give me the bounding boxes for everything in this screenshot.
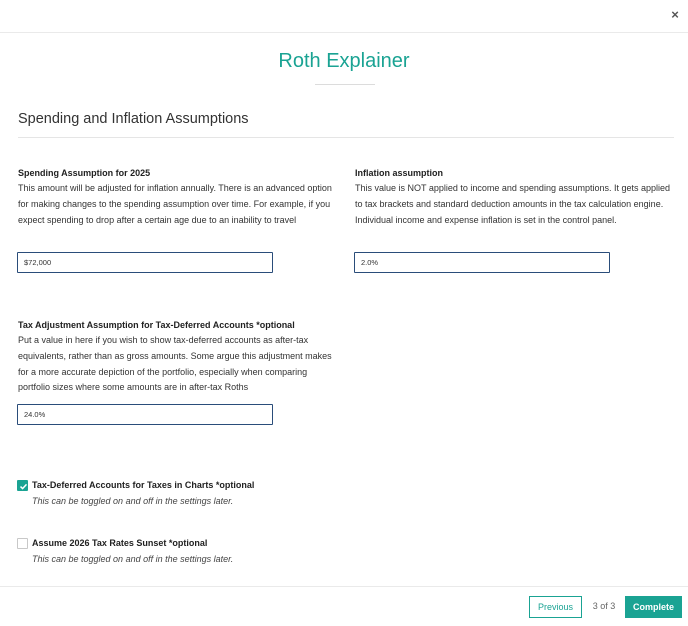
inflation-field-group: [355, 166, 675, 228]
spending-input[interactable]: [17, 252, 273, 273]
tax-deferred-charts-hint: This can be toggled on and off in the settings later.: [32, 496, 234, 506]
tax-deferred-charts-label[interactable]: Tax-Deferred Accounts for Taxes in Charts *optional: [32, 480, 255, 490]
tax-adjustment-label: Tax Adjustment Assumption for Tax-Deferred Accounts *optional: [18, 320, 295, 330]
tax-sunset-option: [17, 537, 317, 569]
tax-adjustment-input[interactable]: [17, 404, 273, 425]
page-indicator: 3 of 3: [592, 601, 616, 611]
inflation-input[interactable]: [354, 252, 610, 273]
inflation-label: Inflation assumption: [355, 168, 444, 178]
tax-deferred-charts-checkbox[interactable]: [17, 480, 28, 491]
tax-adjustment-field-group: [18, 318, 338, 396]
section-heading: Spending and Inflation Assumptions: [18, 111, 249, 127]
footer-divider: [0, 586, 688, 587]
title-underline: [315, 84, 375, 85]
header-divider: [0, 32, 688, 33]
complete-button[interactable]: Complete: [625, 596, 682, 618]
spending-field-group: [18, 166, 338, 228]
checkmark-icon: [19, 482, 28, 491]
tax-adjustment-description: Put a value in here if you wish to show tax-deferred accounts as after-tax equivalents, rather than as gross amounts. Some argue this adjustment makes for a more accurate depiction of the portfolio, especially when comparing portfolio sizes where some amounts are in after-tax Roths: [18, 335, 332, 393]
section-divider: [18, 137, 674, 138]
tax-sunset-label[interactable]: Assume 2026 Tax Rates Sunset *optional: [32, 538, 208, 548]
previous-button[interactable]: Previous: [529, 596, 582, 618]
tax-sunset-hint: This can be toggled on and off in the settings later.: [32, 554, 234, 564]
spending-label: Spending Assumption for 2025: [18, 168, 151, 178]
tax-deferred-charts-option: [17, 479, 317, 511]
tax-sunset-checkbox[interactable]: [17, 538, 28, 549]
spending-description: This amount will be adjusted for inflation annually. There is an advanced option for making changes to the spending assumption over time. For example, if you expect spending to drop after a certain age due to an inability to travel: [18, 183, 332, 225]
close-icon[interactable]: ×: [671, 7, 679, 22]
dialog-title: Roth Explainer: [278, 50, 410, 72]
inflation-description: This value is NOT applied to income and spending assumptions. It gets applied to tax brackets and standard deduction amounts in the tax calculation engine. Individual income and expense inflation is set in the control panel.: [355, 183, 671, 225]
